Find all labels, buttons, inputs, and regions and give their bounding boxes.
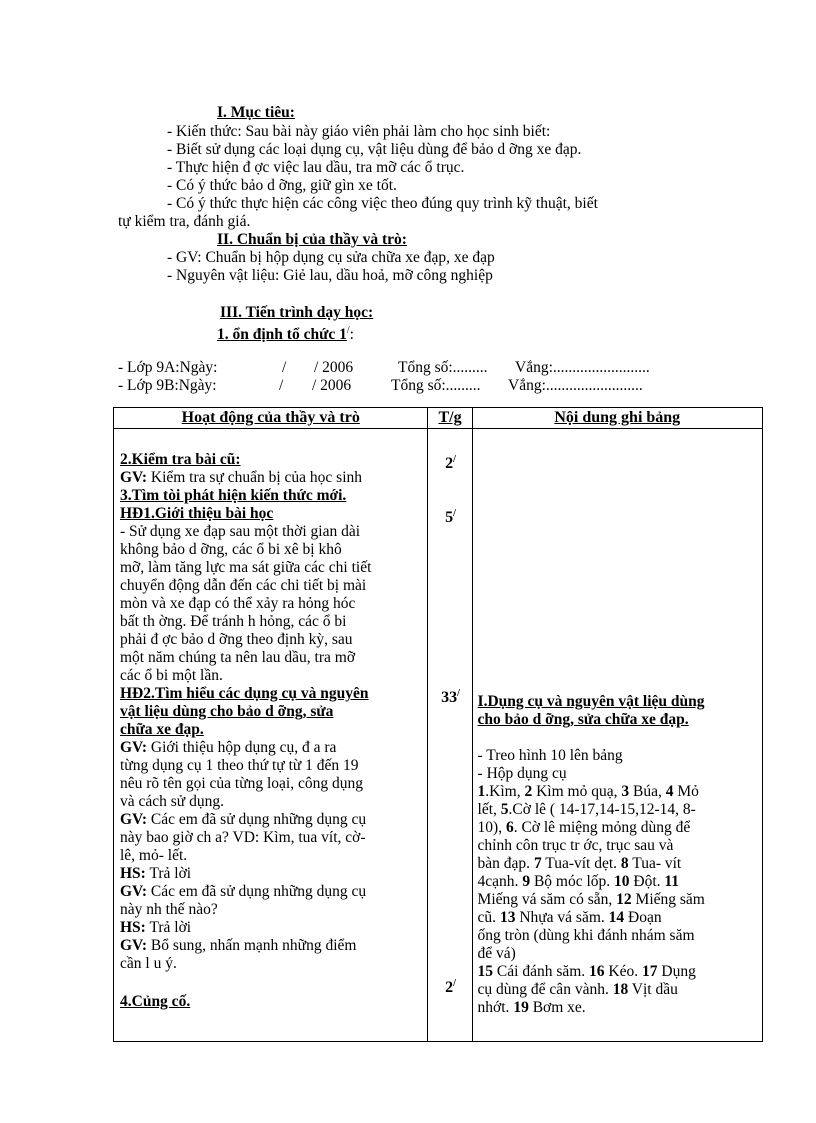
hd1-title: HĐ1.Giới thiệu bài học (120, 505, 274, 522)
tool-number: 14 (608, 909, 625, 926)
hd2-title: HĐ2.Tìm hiểu các dụng cụ và nguyên (120, 685, 369, 702)
hs-text: Trả lời (145, 919, 192, 936)
objective-line: - Có ý thức bảo d ỡng, giữ gìn xe tốt. (167, 177, 397, 194)
gv-text: Các em đã sử dụng những dụng cụ (147, 811, 367, 828)
tool-text: Đoạn (624, 909, 662, 926)
tool-text: Đột. (629, 873, 665, 890)
tool-text: Cái đánh săm. (493, 963, 590, 980)
tool-text: ống tròn (dùng khi đánh nhám săm (477, 927, 695, 944)
tool-list-line (478, 837, 674, 855)
time-sup: / (453, 978, 456, 989)
time-cell (428, 429, 472, 1042)
tool-text: lết, (477, 801, 501, 818)
tool-text: 10), (477, 819, 506, 836)
tool-number: 1 (477, 783, 486, 800)
lesson-table (113, 407, 763, 1042)
gv-question-line (120, 811, 366, 829)
tool-number: 9 (522, 873, 531, 890)
board-line: - Hộp dụng cụ (477, 765, 567, 782)
gv-intro-line: và cách sử dụng. (120, 793, 224, 810)
review-title: 2.Kiểm tra bài cũ: (120, 451, 241, 468)
section-2-title: II. Chuẩn bị của thầy và trò: (217, 231, 407, 248)
tool-list-line (478, 801, 696, 819)
time-value (428, 685, 472, 707)
hd1-line: không bảo d ỡng, các ổ bi xê bị khô (120, 541, 342, 558)
tool-number: 11 (664, 873, 680, 890)
board-line: - Treo hình 10 lên bảng (477, 747, 623, 764)
subtitle-tail: : (349, 326, 354, 343)
board-title: cho bảo d ỡng, sửa chữa xe đạp. (477, 711, 689, 728)
date-year: / 2006 (314, 359, 354, 376)
tool-text: bàn đạp. (477, 855, 534, 872)
tool-text: 4cạnh. (477, 873, 523, 890)
gv-summary-line (120, 937, 356, 955)
hd1-line: mòn và xe đạp có thể xảy ra hỏng hóc (120, 595, 356, 612)
date-year: / 2006 (312, 377, 352, 394)
gv-text: Giới thiệu hộp dụng cụ, đ a ra (147, 739, 337, 756)
hs-answer-line (120, 865, 191, 883)
tool-list-line (478, 999, 586, 1017)
hd1-line: mỡ, làm tăng lực ma sát giữa các chi tiết (120, 559, 372, 576)
hs-text: Trả lời (145, 865, 192, 882)
header-time: T/g (428, 408, 472, 429)
tool-number: 4 (665, 783, 674, 800)
hs-label: HS: (120, 919, 146, 936)
tool-list-line (478, 945, 516, 963)
tool-list-line (478, 909, 662, 927)
hs-answer-line (120, 919, 191, 937)
tool-number: 19 (513, 999, 529, 1016)
tool-text: Tua-vít dẹt. (541, 855, 621, 872)
time-number: 2 (445, 455, 454, 472)
gv-label: GV: (120, 739, 147, 756)
tool-text: cũ. (477, 909, 500, 926)
hd1-line: - Sử dụng xe đạp sau một thời gian dài (120, 523, 361, 540)
class-name: - Lớp 9B:Ngày: (118, 377, 217, 394)
time-value (428, 451, 472, 473)
tool-number: 6 (505, 819, 514, 836)
tool-text: Vịt dầu (628, 981, 678, 998)
discovery-title: 3.Tìm tòi phát hiện kiến thức mới. (120, 487, 347, 504)
header-board-content: Nội dung ghi bảng (472, 408, 762, 429)
board-content-cell (472, 429, 762, 1042)
gv-label: GV: (120, 811, 147, 828)
tool-number: 2 (524, 783, 533, 800)
tool-text: nhớt. (477, 999, 514, 1016)
tool-number: 10 (614, 873, 630, 890)
hd1-line: một năm chúng ta nên lau dầu, tra mỡ (120, 649, 356, 666)
gv-text: Kiểm tra sự chuẩn bị của học sinh (147, 469, 363, 486)
objective-line: - Thực hiện đ ợc việc lau dầu, tra mỡ các ổ trục. (167, 159, 465, 176)
tool-list-line (478, 855, 682, 873)
tool-list-line (478, 873, 680, 891)
table-body-row (114, 429, 763, 1042)
section-1-title: I. Mục tiêu: (217, 104, 295, 121)
gv-intro-line: từng dụng cụ 1 theo thứ tự từ 1 đến 19 (120, 757, 359, 774)
tool-number: 7 (533, 855, 542, 872)
date-slash: / (279, 377, 284, 394)
class-9b-row (118, 377, 643, 395)
tool-number: 3 (621, 783, 630, 800)
tool-text: chỉnh côn trục tr ớc, trục sau và (477, 837, 674, 854)
tool-text: Nhựa vá săm. (515, 909, 609, 926)
time-number: 5 (445, 509, 454, 526)
table-header-row (114, 408, 763, 429)
objective-line-wrap: tự kiểm tra, đánh giá. (118, 213, 251, 230)
tool-text: Kéo. (604, 963, 642, 980)
gv-text: Bổ sung, nhấn mạnh những điểm (147, 937, 357, 954)
objective-line: - Có ý thức thực hiện các công việc theo đúng quy trình kỹ thuật, biết (167, 195, 598, 212)
board-title: I.Dụng cụ và nguyên vật liệu dùng (477, 693, 705, 710)
gv-question-line: này bao giờ ch a? VD: Kìm, tua vít, cờ- (120, 829, 366, 846)
tool-list-line (478, 963, 696, 981)
time-sup: / (453, 508, 456, 519)
time-number: 2 (445, 979, 454, 996)
tool-number: 13 (499, 909, 516, 926)
class-9a-row (118, 359, 650, 377)
tool-list-line (478, 891, 705, 909)
gv-label: GV: (120, 883, 147, 900)
objective-line: - Kiến thức: Sau bài này giáo viên phải làm cho học sinh biết: (167, 123, 551, 140)
tool-text: cụ dùng để cân vành. (477, 981, 613, 998)
tool-number: 18 (612, 981, 629, 998)
consolidation-title: 4.Củng cố. (120, 993, 191, 1010)
subtitle-text: 1. ổn định tổ chức 1 (217, 326, 347, 343)
tool-text: để vá) (477, 945, 516, 962)
gv-intro-line: nêu rõ tên gọi của từng loại, công dụng (120, 775, 363, 792)
tool-text: Miếng săm (631, 891, 705, 908)
class-absent: Vắng:......................... (515, 359, 650, 376)
objective-line: - Biết sử dụng các loại dụng cụ, vật liệu dùng để bảo d ỡng xe đạp. (167, 141, 582, 158)
hd1-line: các ổ bi một lần. (120, 667, 223, 684)
time-value (428, 505, 472, 527)
tool-text: .Cờ lê ( 14-17,14-15,12-14, 8- (508, 801, 696, 818)
tool-text: Miếng vá săm có sẵn, (477, 891, 617, 908)
tool-text: Bộ móc lốp. (530, 873, 615, 890)
class-absent: Vắng:......................... (508, 377, 643, 394)
hd1-line: chuyển động dẫn đến các chi tiết bị mài (120, 577, 367, 594)
gv-question-line: lê, mỏ- lết. (120, 847, 188, 864)
header-activities: Hoạt động của thầy và trò (114, 408, 428, 429)
subtitle-sup: / (346, 325, 350, 336)
gv-label: GV: (120, 469, 147, 486)
class-total: Tổng số:......... (398, 359, 488, 376)
time-sup: / (453, 454, 456, 465)
tool-list-line (478, 927, 695, 945)
tool-number: 12 (616, 891, 632, 908)
gv-intro-line (120, 739, 336, 757)
date-slash: / (282, 359, 287, 376)
tool-number: 16 (589, 963, 605, 980)
gv-question-line: này nh thế nào? (120, 901, 218, 918)
hs-label: HS: (120, 865, 146, 882)
tool-number: 8 (620, 855, 629, 872)
review-gv-line (120, 469, 362, 487)
hd2-title: vật liệu dùng cho bảo d ỡng, sửa (120, 703, 334, 720)
tool-list-line (478, 819, 691, 837)
activities-cell (114, 429, 428, 1042)
tool-text: Tua- vít (628, 855, 682, 872)
gv-question-line (120, 883, 366, 901)
tool-list-line (478, 981, 678, 999)
prep-line: - Nguyên vật liệu: Giẻ lau, dầu hoả, mỡ công nghiệp (167, 267, 493, 284)
tool-number: 17 (642, 963, 658, 980)
tool-text: .Kìm, (485, 783, 525, 800)
tool-text: Bơm xe. (528, 999, 586, 1016)
tool-text: Mỏ (673, 783, 699, 800)
tool-text: Dụng (657, 963, 696, 980)
time-number: 33 (441, 689, 458, 706)
section-3-title: III. Tiến trình dạy học: (220, 304, 374, 321)
gv-text: Các em đã sử dụng những dụng cụ (147, 883, 367, 900)
hd2-title: chữa xe đạp. (120, 721, 204, 738)
time-value (428, 975, 472, 997)
tool-text: Búa, (629, 783, 666, 800)
gv-summary-line: cần l u ý. (120, 955, 177, 972)
hd1-line: phải đ ợc bảo d ỡng theo định kỳ, sau (120, 631, 353, 648)
tool-list-line (478, 783, 699, 801)
tool-number: 5 (500, 801, 509, 818)
class-name: - Lớp 9A:Ngày: (118, 359, 218, 376)
tool-text: . Cờ lê miệng mỏng dùng để (513, 819, 691, 836)
time-sup: / (457, 688, 460, 699)
hd1-line: bất th ờng. Để tránh h hỏng, các ổ bi (120, 613, 347, 630)
tool-text: Kìm mỏ quạ, (532, 783, 622, 800)
class-total: Tổng số:......... (391, 377, 481, 394)
gv-label: GV: (120, 937, 147, 954)
prep-line: - GV: Chuẩn bị hộp dụng cụ sửa chữa xe đạp, xe đạp (167, 249, 495, 266)
tool-number: 15 (477, 963, 494, 980)
section-3-subtitle (217, 322, 354, 344)
